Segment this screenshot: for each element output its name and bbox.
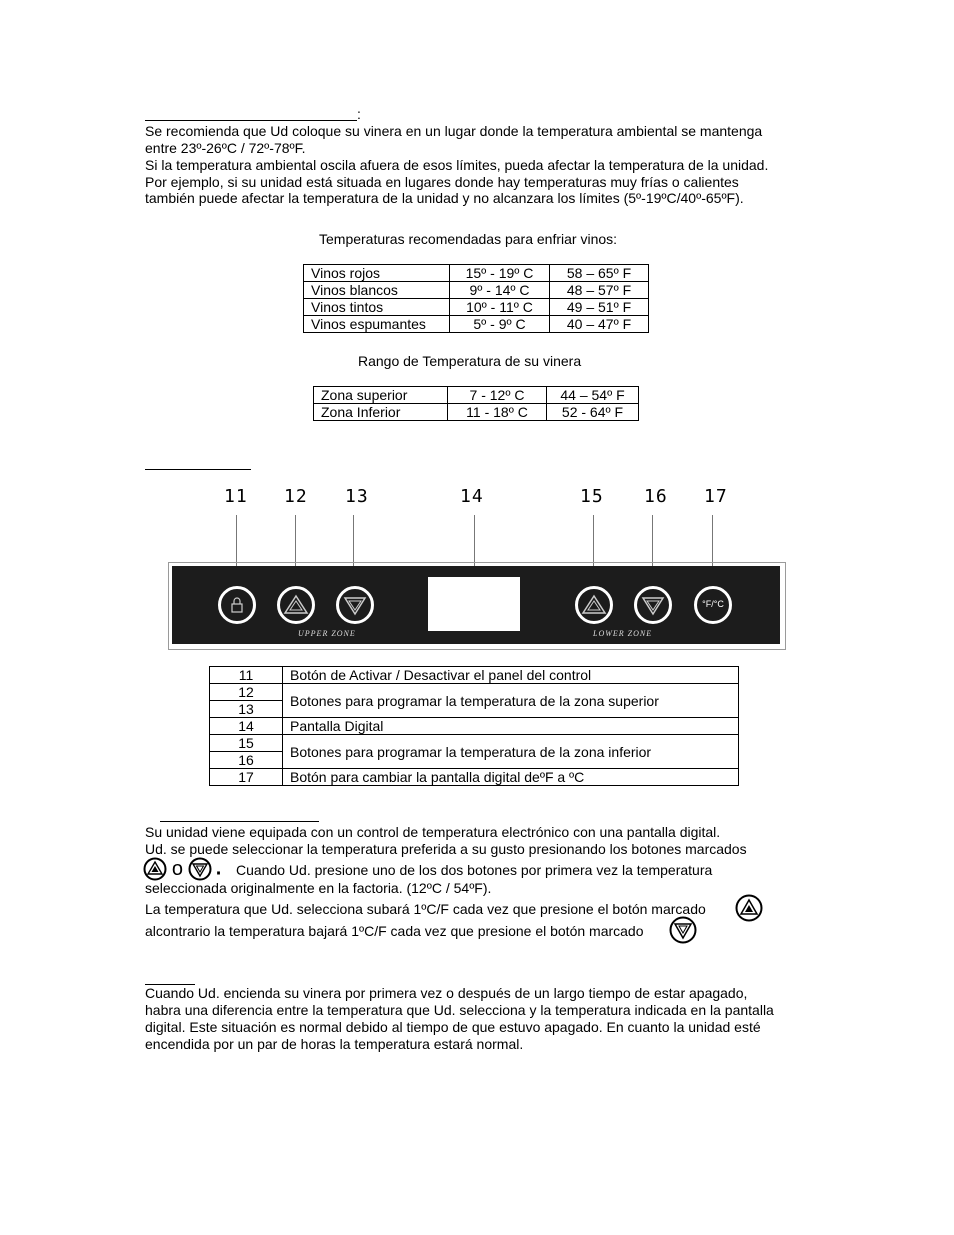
wine-type: Vinos rojos [304,265,450,282]
celsius-range: 11 - 18º C [448,404,547,421]
callout-number-12: 12 [284,486,308,507]
celsius-range: 10º - 11º C [450,299,550,316]
legend-table [209,666,739,786]
wine-type: Vinos tintos [304,299,450,316]
callout-number-15: 15 [580,486,604,507]
table-row [304,265,649,282]
table-row [210,769,739,786]
control-line-6: alcontrario la temperatura bajará 1ºC/F cada vez que presione el botón marcado [145,923,644,939]
control-line-4: seleccionada originalmente en la factoria. (12ºC / 54ºF). [145,880,492,896]
upper-zone-up-button[interactable] [277,586,315,624]
lower-zone-label: LOWER ZONE [593,629,653,638]
callout-number-11: 11 [224,486,248,507]
wine-temperature-table [303,264,649,333]
heading-colon: : [357,106,361,122]
intro-line-2: entre 23º-26ºC / 72º-78ºF. [145,140,306,156]
control-line-5: La temperatura que Ud. selecciona subará 1ºC/F cada vez que presione el botón marcado [145,901,706,917]
celsius-range: 15º - 19º C [450,265,550,282]
table-row [314,387,639,404]
table-row [304,299,649,316]
table-row [210,667,739,684]
callout-number-13: 13 [345,486,369,507]
heading-underline-1 [145,120,357,121]
heading-underline-2 [145,469,251,470]
callout-number-16: 16 [644,486,668,507]
up-button-icon [143,857,167,881]
legend-number: 17 [210,769,283,786]
table-row [314,404,639,421]
intro-line-3: Si la temperatura ambiental oscila afuera de esos límites, pueda afectar la temperatura de la unidad. [145,157,769,173]
callout-number-14: 14 [460,486,484,507]
lower-zone-up-button[interactable] [575,586,613,624]
legend-number: 11 [210,667,283,684]
legend-number: 14 [210,718,283,735]
fahrenheit-range: 49 – 51º F [550,299,649,316]
note-line-1: Cuando Ud. encienda su vinera por primera vez o después de un largo tiempo de estar apagado, [145,985,748,1001]
or-text: o [171,857,184,880]
wine-table-caption: Temperaturas recomendadas para enfriar vinos: [319,231,618,247]
celsius-range: 9º - 14º C [450,282,550,299]
zone-name: Zona superior [314,387,448,404]
legend-description: Pantalla Digital [283,718,739,735]
fahrenheit-range: 44 – 54º F [547,387,639,404]
legend-number: 12 [210,684,283,701]
table-row [210,718,739,735]
dot-text: . [215,857,222,880]
lock-button[interactable] [218,586,256,624]
wine-type: Vinos blancos [304,282,450,299]
legend-number: 13 [210,701,283,718]
unit-toggle-button[interactable] [694,586,732,624]
wine-type: Vinos espumantes [304,316,450,333]
control-line-3: Cuando Ud. presione uno de los dos botones por primera vez la temperatura [236,862,713,878]
down-arrow-icon [637,589,669,621]
celsius-range: 5º - 9º C [450,316,550,333]
legend-number: 15 [210,735,283,752]
legend-description: Botón de Activar / Desactivar el panel del control [283,667,739,684]
fahrenheit-range: 40 – 47º F [550,316,649,333]
celsius-range: 7 - 12º C [448,387,547,404]
table-row [210,684,739,701]
legend-description: Botones para programar la temperatura de la zona inferior [283,735,739,769]
zone-name: Zona Inferior [314,404,448,421]
heading-underline-3 [160,821,319,822]
lock-icon [221,589,253,621]
legend-description: Botón para cambiar la pantalla digital deºF a ºC [283,769,739,786]
up-arrow-icon [578,589,610,621]
fahrenheit-range: 58 – 65º F [550,265,649,282]
note-line-2: habra una diferencia entre la temperatura que Ud. selecciona y la temperatura indicada en la pantalla [145,1002,774,1018]
control-line-1: Su unidad viene equipada con un control de temperatura electrónico con una pantalla digital. [145,824,721,840]
intro-line-1: Se recomienda que Ud coloque su vinera en un lugar donde la temperatura ambiental se mantenga [145,123,763,139]
range-temperature-table [313,386,639,421]
note-line-3: digital. Este situación es normal debido al tiempo de que estuvo apagado. En cuanto la unidad esté [145,1019,761,1035]
note-line-4: encendida por un par de horas la temperatura estará normal. [145,1036,524,1052]
digital-display [428,577,520,631]
table-row [304,316,649,333]
unit-toggle-label: °F/°C [702,599,724,609]
range-table-caption: Rango de Temperatura de su vinera [358,353,582,369]
table-row [210,735,739,752]
upper-zone-down-button[interactable] [336,586,374,624]
legend-description: Botones para programar la temperatura de la zona superior [283,684,739,718]
fahrenheit-range: 52 - 64º F [547,404,639,421]
fahrenheit-range: 48 – 57º F [550,282,649,299]
callout-number-17: 17 [704,486,728,507]
down-arrow-icon [339,589,371,621]
up-arrow-icon [280,589,312,621]
lower-zone-down-button[interactable] [634,586,672,624]
intro-line-4: Por ejemplo, si su unidad está situada en lugares donde hay temperaturas muy frías o calientes [145,174,739,190]
control-line-2: Ud. se puede seleccionar la temperatura preferida a su gusto presionando los botones marcados [145,841,747,857]
up-button-icon [735,894,763,922]
down-button-icon [669,916,697,944]
intro-line-5: también puede afectar la temperatura de la unidad y no alcanzara los límites (5º-19ºC/40º-65ºF). [145,190,744,206]
legend-number: 16 [210,752,283,769]
down-button-icon [188,857,212,881]
upper-zone-label: UPPER ZONE [298,629,356,638]
table-row [304,282,649,299]
